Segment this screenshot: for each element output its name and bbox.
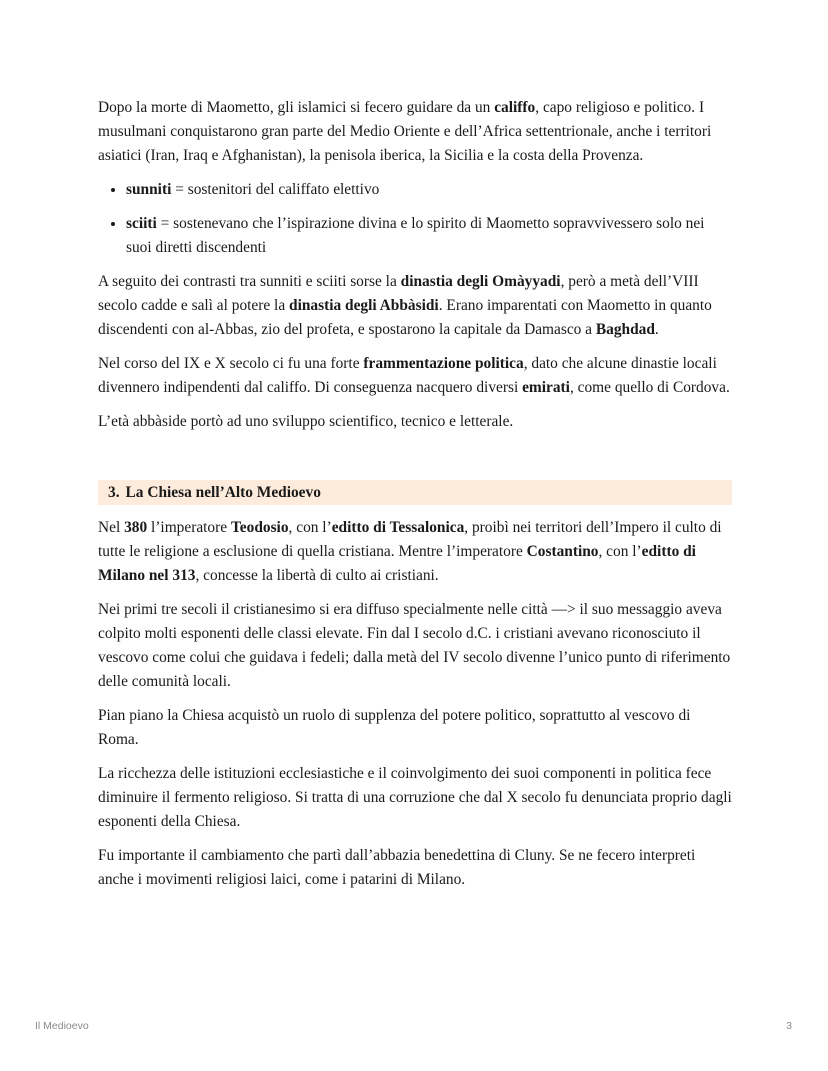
text: , concesse la libertà di culto ai cristiani. <box>195 567 439 584</box>
bullet-list <box>98 178 732 260</box>
paragraph-supplenza: Pian piano la Chiesa acquistò un ruolo di supplenza del potere politico, soprattutto al vescovo di Roma. <box>98 707 691 748</box>
paragraph-cluny: Fu importante il cambiamento che partì dall’abbazia benedettina di Cluny. Se ne fecero interpreti anche i movimenti religiosi laici, come i patarini di Milano. <box>98 847 696 888</box>
text: , con l’ <box>598 543 642 560</box>
text: , come quello di Cordova. <box>569 379 730 396</box>
bold-term: Baghdad <box>595 321 655 338</box>
paragraph-dinastie <box>98 270 732 342</box>
paragraph-ricchezza: La ricchezza delle istituzioni ecclesiastiche e il coinvolgimento dei suoi componenti in politica fece diminuire il fermento religioso. Si tratta di una corruzione che dal X secolo fu denunciata proprio dagli esponenti della Chiesa. <box>98 765 732 830</box>
text: . <box>654 321 659 338</box>
footer-document-title: Il Medioevo <box>35 1020 89 1032</box>
text: Nel corso del IX e X secolo ci fu una forte <box>98 355 364 372</box>
bold-term: sunniti <box>126 181 172 198</box>
document-body <box>98 96 732 902</box>
paragraph-califfo <box>98 96 732 168</box>
bold-term: califfo <box>494 99 536 116</box>
text: , capo religioso e politico. I musulmani conquistarono gran parte del Medio Oriente e dell’Africa settentrionale, anche i territori asiatici (Iran, Iraq e Afghanistan), la penisola iberica, la Sicilia e la costa della Provenza. <box>98 99 712 164</box>
bold-term: dinastia degli Omàyyadi <box>400 273 561 290</box>
footer-page-number: 3 <box>786 1020 792 1032</box>
bold-term: Costantino <box>526 543 599 560</box>
text: = sostenitori del califfato elettivo <box>171 181 380 198</box>
text: Dopo la morte di Maometto, gli islamici si fecero guidare da un <box>98 99 495 116</box>
text: = sostenevano che l’ispirazione divina e lo spirito di Maometto sopravvivessero solo nei suoi diretti discendenti <box>126 215 705 256</box>
text: A seguito dei contrasti tra sunniti e sciiti sorse la <box>98 273 401 290</box>
bold-term: sciiti <box>126 215 157 232</box>
bold-term: emirati <box>522 379 570 396</box>
text: , però a metà dell’VIII secolo cadde e salì al potere la <box>98 273 699 314</box>
section-number: 3. <box>108 484 120 501</box>
bold-term: Teodosio <box>230 519 289 536</box>
bold-term: editto di Tessalonica <box>331 519 465 536</box>
list-item <box>126 178 732 202</box>
list-item <box>126 212 732 260</box>
section-spacer <box>98 444 732 480</box>
text: l’imperatore <box>147 519 231 536</box>
paragraph-editti <box>98 516 732 588</box>
section-title: La Chiesa nell’Alto Medioevo <box>125 484 321 501</box>
paragraph-cristianesimo: Nei primi tre secoli il cristianesimo si era diffuso specialmente nelle città —> il suo messaggio aveva colpito molti esponenti delle classi elevate. Fin dal I secolo d.C. i cristiani avevano riconosciuto il vescovo come colui che guidava i fedeli; dalla metà del IV secolo divenne l’unico punto di riferimento delle comunità locali. <box>98 601 731 690</box>
paragraph-eta-abbaside: L’età abbàside portò ad uno sviluppo scientifico, tecnico e letterale. <box>98 413 514 430</box>
text: Nel <box>98 519 125 536</box>
bold-term: 380 <box>124 519 148 536</box>
text: , dato che alcune dinastie locali divennero indipendenti dal califfo. Di conseguenza nacquero diversi <box>98 355 717 396</box>
bold-term: frammentazione politica <box>363 355 524 372</box>
text: . Erano imparentati con Maometto in quanto discendenti con al-Abbas, zio del profeta, e spostarono la capitale da Damasco a <box>98 297 712 338</box>
section-heading <box>98 480 732 505</box>
text: , con l’ <box>288 519 332 536</box>
bold-term: editto di Milano nel 313 <box>98 543 696 584</box>
text: , proibì nei territori dell’Impero il culto di tutte le religione a esclusione di quella cristiana. Mentre l’imperatore <box>98 519 722 560</box>
bold-term: dinastia degli Abbàsidi <box>289 297 439 314</box>
paragraph-frammentazione <box>98 352 732 400</box>
